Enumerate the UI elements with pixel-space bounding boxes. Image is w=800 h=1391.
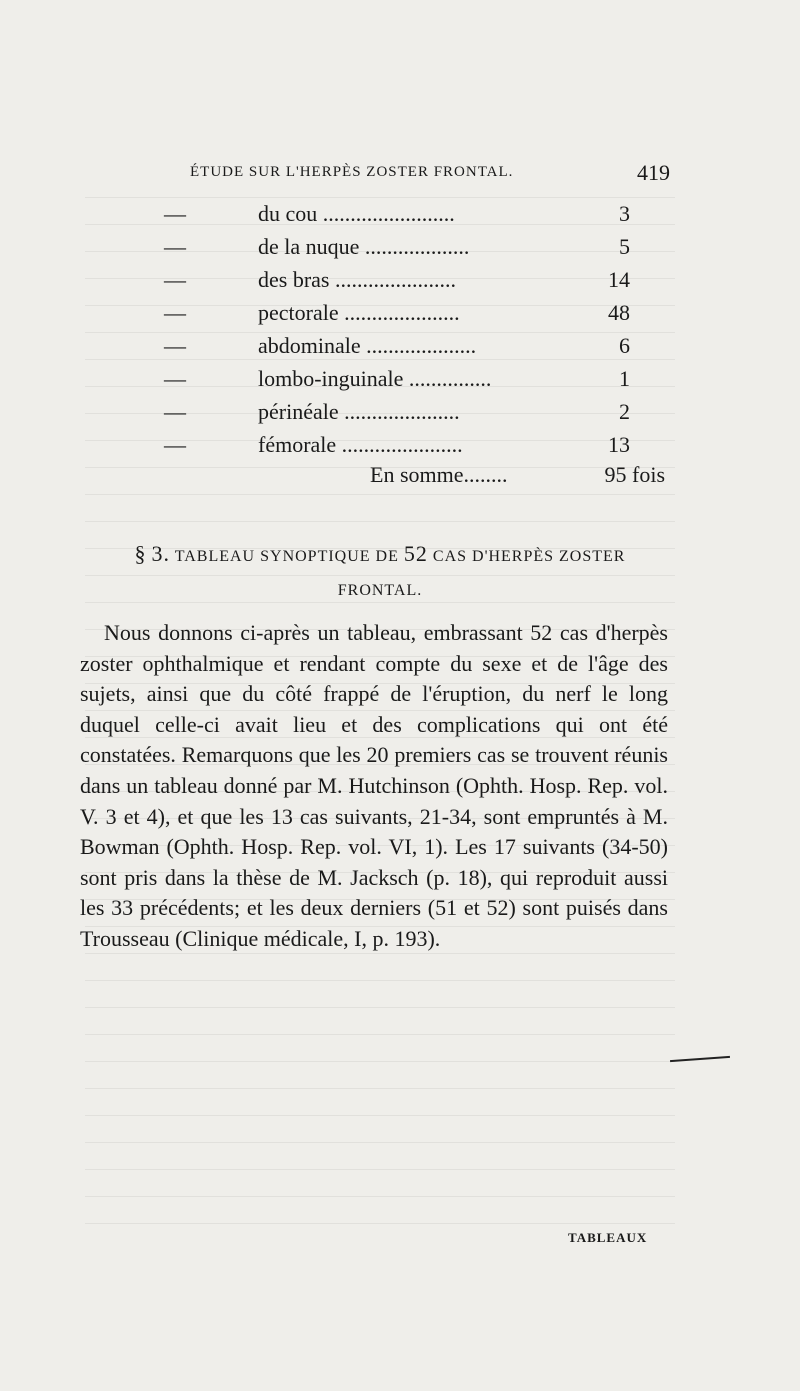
tally-count: 5 bbox=[619, 234, 630, 259]
tally-count: 13 bbox=[608, 432, 630, 457]
section-title-part2: CAS D'HERPÈS ZOSTER bbox=[432, 548, 626, 565]
section-title-count: 52 bbox=[403, 541, 428, 566]
location-tally bbox=[160, 197, 660, 461]
ditto-dash: — bbox=[164, 399, 186, 424]
section-number: 3. bbox=[151, 541, 171, 566]
ditto-dash: — bbox=[164, 234, 186, 259]
ditto-dash: — bbox=[164, 333, 186, 358]
tally-count: 2 bbox=[619, 399, 630, 424]
body-paragraph bbox=[80, 618, 668, 955]
tally-row bbox=[160, 296, 660, 329]
tally-count: 3 bbox=[619, 201, 630, 226]
total-row: En somme........ 95 fois bbox=[370, 462, 665, 487]
tally-row bbox=[160, 197, 660, 230]
total-label: En somme bbox=[370, 462, 464, 487]
ditto-dash: — bbox=[164, 300, 186, 325]
section-heading bbox=[100, 537, 660, 608]
tally-count: 6 bbox=[619, 333, 630, 358]
catchword: TABLEAUX bbox=[568, 1230, 648, 1245]
tally-row bbox=[160, 362, 660, 395]
section-title-line2: FRONTAL. bbox=[337, 582, 423, 599]
page-header bbox=[190, 160, 670, 190]
tally-row bbox=[160, 230, 660, 263]
tally-label: périnéale ..................... bbox=[258, 399, 460, 424]
section-sign: § bbox=[134, 541, 147, 566]
tally-row bbox=[160, 428, 660, 461]
tally-count: 1 bbox=[619, 366, 630, 391]
tally-row bbox=[160, 263, 660, 296]
paragraph-text: Nous donnons ci-après un tableau, embrassant 52 cas d'herpès zoster ophthalmique et rendant compte du sexe et de l'âge des sujets, ainsi que du côté frappé de l'éruption, du nerf le long duquel celle-ci avait lieu et des complications qui ont été constatées. Remarquons que les 20 premiers cas se trouvent réunis dans un tableau donné par M. Hutchinson (Ophth. Hosp. Rep. vol. V. 3 et 4), et que les 13 cas suivants, 21-34, sont empruntés à M. Bowman (Ophth. Hosp. Rep. vol. VI, 1). Les 17 suivants (34-50) sont pris dans la thèse de M. Jacksch (p. 18), qui reproduit aussi les 33 précédents; et les deux derniers (51 et 52) sont puisés dans Trousseau (Clinique médicale, I, p. 193). bbox=[80, 620, 668, 951]
ditto-dash: — bbox=[164, 366, 186, 391]
tally-label: des bras ...................... bbox=[258, 267, 456, 292]
total-count: 95 fois bbox=[604, 462, 665, 487]
tally-label: lombo-inguinale ............... bbox=[258, 366, 492, 391]
tally-label: fémorale ...................... bbox=[258, 432, 463, 457]
tally-count: 14 bbox=[608, 267, 630, 292]
tally-label: abdominale .................... bbox=[258, 333, 477, 358]
tally-label: pectorale ..................... bbox=[258, 300, 460, 325]
section-title-part1: TABLEAU SYNOPTIQUE DE bbox=[174, 548, 399, 565]
running-title: ÉTUDE SUR L'HERPÈS ZOSTER FRONTAL. bbox=[190, 164, 514, 180]
ditto-dash: — bbox=[164, 201, 186, 226]
ditto-dash: — bbox=[164, 267, 186, 292]
tally-row bbox=[160, 395, 660, 428]
margin-stroke bbox=[670, 1056, 730, 1062]
page-number: 419 bbox=[637, 160, 670, 185]
tally-label: du cou ........................ bbox=[258, 201, 455, 226]
tally-label: de la nuque ................... bbox=[258, 234, 470, 259]
tally-row bbox=[160, 329, 660, 362]
ditto-dash: — bbox=[164, 432, 186, 457]
tally-count: 48 bbox=[608, 300, 630, 325]
